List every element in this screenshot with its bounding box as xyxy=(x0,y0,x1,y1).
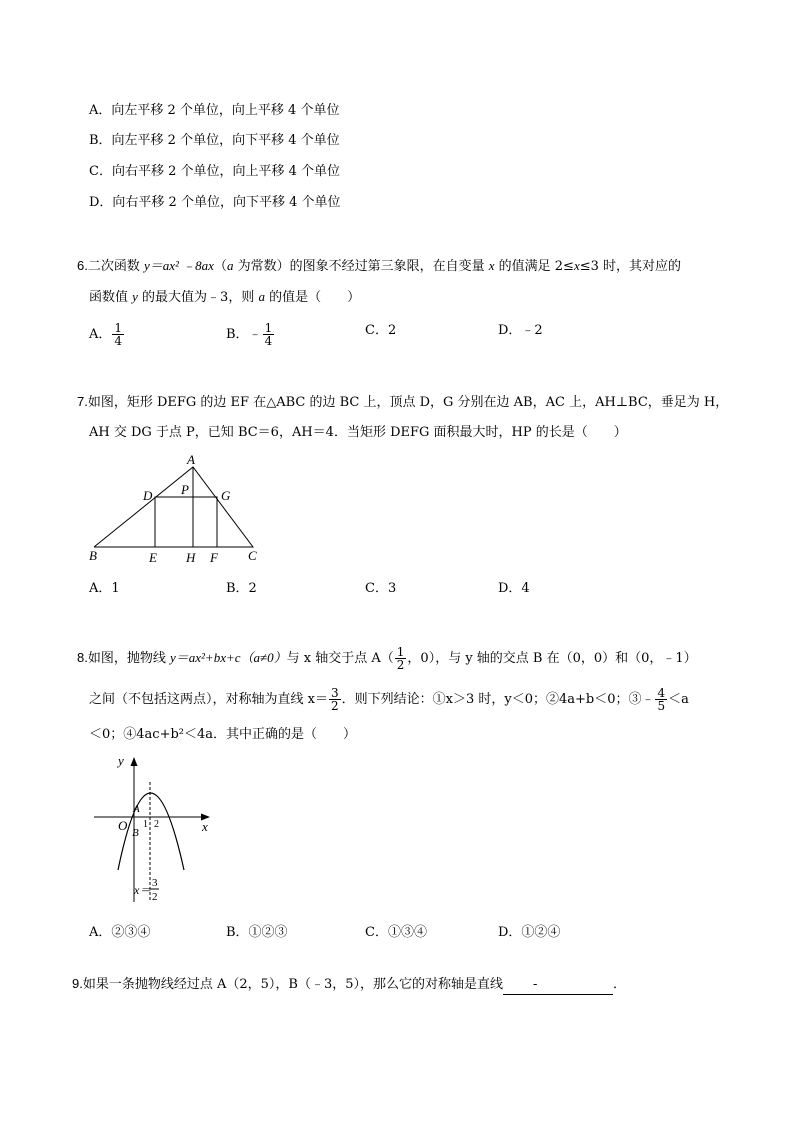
label-a: A xyxy=(133,803,140,815)
label-b: B xyxy=(132,827,139,839)
q6-option-d: D．﹣2 xyxy=(498,323,543,338)
q6-text: 的值是（ ） xyxy=(264,290,361,305)
q9-stem: 9.如果一条抛物线经过点 A（2，5），B（﹣3，5），那么它的对称轴是直线 - ． xyxy=(72,975,626,995)
q7-stem-line1 xyxy=(77,393,728,412)
axis-equation: x＝ xyxy=(134,883,152,897)
q7-triangle-figure xyxy=(85,450,270,570)
fraction: $\frac{1}{4}$ xyxy=(114,321,123,348)
tick-1: 1 xyxy=(143,819,148,830)
q6-number: 6. xyxy=(77,258,88,273)
q5-option-d: D．向右平移 2 个单位，向下平移 4 个单位 xyxy=(89,195,341,210)
label-y: y xyxy=(118,753,124,768)
label-e: E xyxy=(149,550,157,565)
q6-text: 的最大值为﹣3，则 xyxy=(137,290,259,305)
label-d: D xyxy=(143,488,153,503)
y-axis-arrow xyxy=(131,757,138,766)
label-f: F xyxy=(210,550,218,565)
q8-option-d: D．①②④ xyxy=(498,925,561,940)
fraction: $\frac{1}{2}$ xyxy=(396,645,405,672)
q8-option-c: C．①③④ xyxy=(365,925,427,940)
q7-stem-line2: AH 交 DG 于点 P，已知 BC＝6，AH＝4．当矩形 DEFG 面积最大时，HP 的长是（ ） xyxy=(89,425,627,440)
axis-frac-num: 3 xyxy=(152,877,158,889)
axis-frac-den: 2 xyxy=(152,891,158,903)
label-g: G xyxy=(221,488,231,503)
q6-stem-line2: 函数值 y 的最大值为﹣3，则 a 的值是（ ） xyxy=(89,289,361,305)
q8-option-a: A．②③④ xyxy=(89,925,151,940)
q9-number: 9. xyxy=(72,976,83,991)
q5-option-a: A．向左平移 2 个单位，向上平移 4 个单位 xyxy=(89,103,340,118)
label-o: O xyxy=(118,818,128,833)
q7-option-b: B．2 xyxy=(226,581,257,596)
answer-blank[interactable]: - xyxy=(503,976,613,995)
label-b: B xyxy=(89,548,97,563)
q7-option-d: D．4 xyxy=(498,581,530,596)
q8-option-b: B．①②③ xyxy=(226,925,288,940)
q8-parabola-figure xyxy=(88,752,218,912)
q7-number: 7. xyxy=(77,394,88,409)
q6-option-a: A． $\frac{1}{4}$ xyxy=(89,321,123,348)
q6-equation: y＝ax² ﹣8ax xyxy=(143,258,214,273)
tick-2: 2 xyxy=(154,819,159,830)
q8-stem-line2: 之间（不包括这两点），对称轴为直线 x＝ $\frac{3}{2}$ ．则下列结论：①x＞3 时，y＜0；②4a+b＜0；③﹣ $\frac{4}{5}$ ＜a xyxy=(89,686,689,713)
q6-text: 为常数）的图象不经过第三象限，在自变量 xyxy=(233,259,489,274)
triangle-abc xyxy=(94,467,253,547)
label-x: x xyxy=(202,819,208,834)
q7-option-a: A．1 xyxy=(89,581,120,596)
q6-text: （ xyxy=(213,259,227,274)
q7-option-c: C．3 xyxy=(365,581,397,596)
label-a: A xyxy=(187,452,195,467)
fraction: $\frac{4}{5}$ xyxy=(657,686,666,713)
q6-text: 的值满足 2≤ xyxy=(494,259,574,274)
q6-text: 二次函数 xyxy=(87,259,144,274)
rectangle-defg xyxy=(155,497,217,547)
label-c: C xyxy=(248,548,257,563)
q8-stem-line3: ＜0；④4ac+b²＜4a．其中正确的是（ ） xyxy=(89,727,357,742)
q6-option-c: C．2 xyxy=(365,323,397,338)
q8-number: 8. xyxy=(77,650,88,665)
q6-text: ≤3 时，其对应的 xyxy=(579,259,682,274)
q6-option-b: B．﹣ $\frac{1}{4}$ xyxy=(226,321,273,348)
q6-stem-line1: 6.二次函数 y＝ax² ﹣8ax（a 为常数）的图象不经过第三象限，在自变量 x 的值满足 2≤x≤3 时，其对应的 xyxy=(77,258,682,274)
q5-option-b: B．向左平移 2 个单位，向下平移 4 个单位 xyxy=(89,133,340,148)
q8-stem-line1: 8.如图，抛物线 y＝ax²+bx+c（a≠0）与 x 轴交于点 A（ $\frac{1}{2}$ ，0），与 y 轴的交点 B 在（0，0）和（0，﹣1） xyxy=(77,645,697,672)
parabola-curve xyxy=(118,793,184,870)
q6-text: 函数值 xyxy=(89,290,133,305)
q5-option-c: C．向右平移 2 个单位，向上平移 4 个单位 xyxy=(89,164,341,179)
label-h: H xyxy=(186,550,196,565)
label-p: P xyxy=(181,482,189,497)
fraction: $\frac{1}{4}$ xyxy=(264,321,273,348)
fraction: $\frac{3}{2}$ xyxy=(330,686,339,713)
q8-equation: y＝ax²+bx+c（a≠0） xyxy=(169,650,287,665)
q7-text: 如图，矩形 DEFG 的边 EF 在△ABC 的边 BC 上，顶点 D，G 分别在边 AB，AC 上，AH⊥BC，垂足为 H， xyxy=(87,395,729,410)
